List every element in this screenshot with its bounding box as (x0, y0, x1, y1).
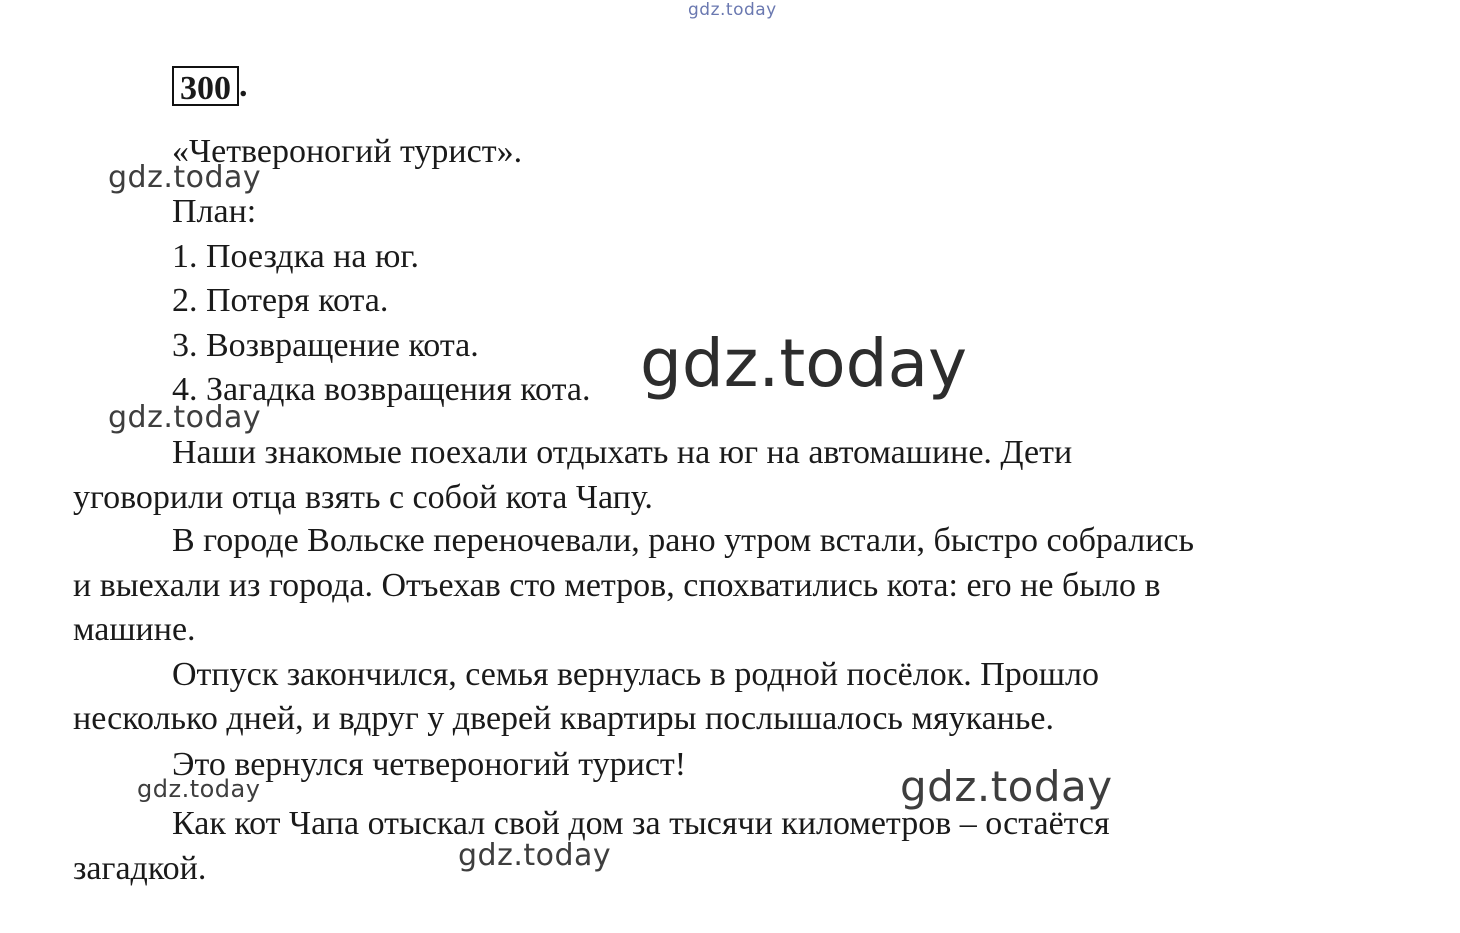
watermark: gdz.today (640, 325, 968, 402)
watermark: gdz.today (900, 762, 1113, 811)
text-line: загадкой. (73, 850, 207, 887)
text-line: машине. (73, 611, 196, 648)
exercise-number-dot: . (239, 67, 248, 104)
plan-heading: План: (172, 193, 257, 230)
exercise-number (172, 64, 248, 108)
plan-item: 1. Поездка на юг. (172, 238, 419, 275)
text-line: Отпуск закончился, семья вернулась в родной посёлок. Прошло (172, 656, 1099, 693)
exercise-number-box: 300 (172, 66, 239, 106)
text-line: Как кот Чапа отыскал свой дом за тысячи километров – остаётся (172, 805, 1110, 842)
text-line: Это вернулся четвероногий турист! (172, 746, 687, 783)
document-title: «Четвероногий турист». (172, 133, 523, 170)
plan-item: 2. Потеря кота. (172, 282, 389, 319)
text-line: Наши знакомые поехали отдыхать на юг на автомашине. Дети (172, 434, 1073, 471)
text-line: несколько дней, и вдруг у дверей квартиры послышалось мяуканье. (73, 700, 1054, 737)
text-line: уговорили отца взять с собой кота Чапу. (73, 479, 653, 516)
watermark: gdz.today (108, 160, 262, 195)
text-line: и выехали из города. Отъехав сто метров, спохватились кота: его не было в (73, 567, 1161, 604)
watermark: gdz.today (458, 838, 612, 873)
watermark: gdz.today (688, 0, 777, 20)
plan-item: 4. Загадка возвращения кота. (172, 371, 591, 408)
text-line: В городе Вольске переночевали, рано утром встали, быстро собрались (172, 522, 1195, 559)
watermark: gdz.today (108, 400, 262, 435)
watermark: gdz.today (137, 775, 261, 803)
plan-item: 3. Возвращение кота. (172, 327, 479, 364)
